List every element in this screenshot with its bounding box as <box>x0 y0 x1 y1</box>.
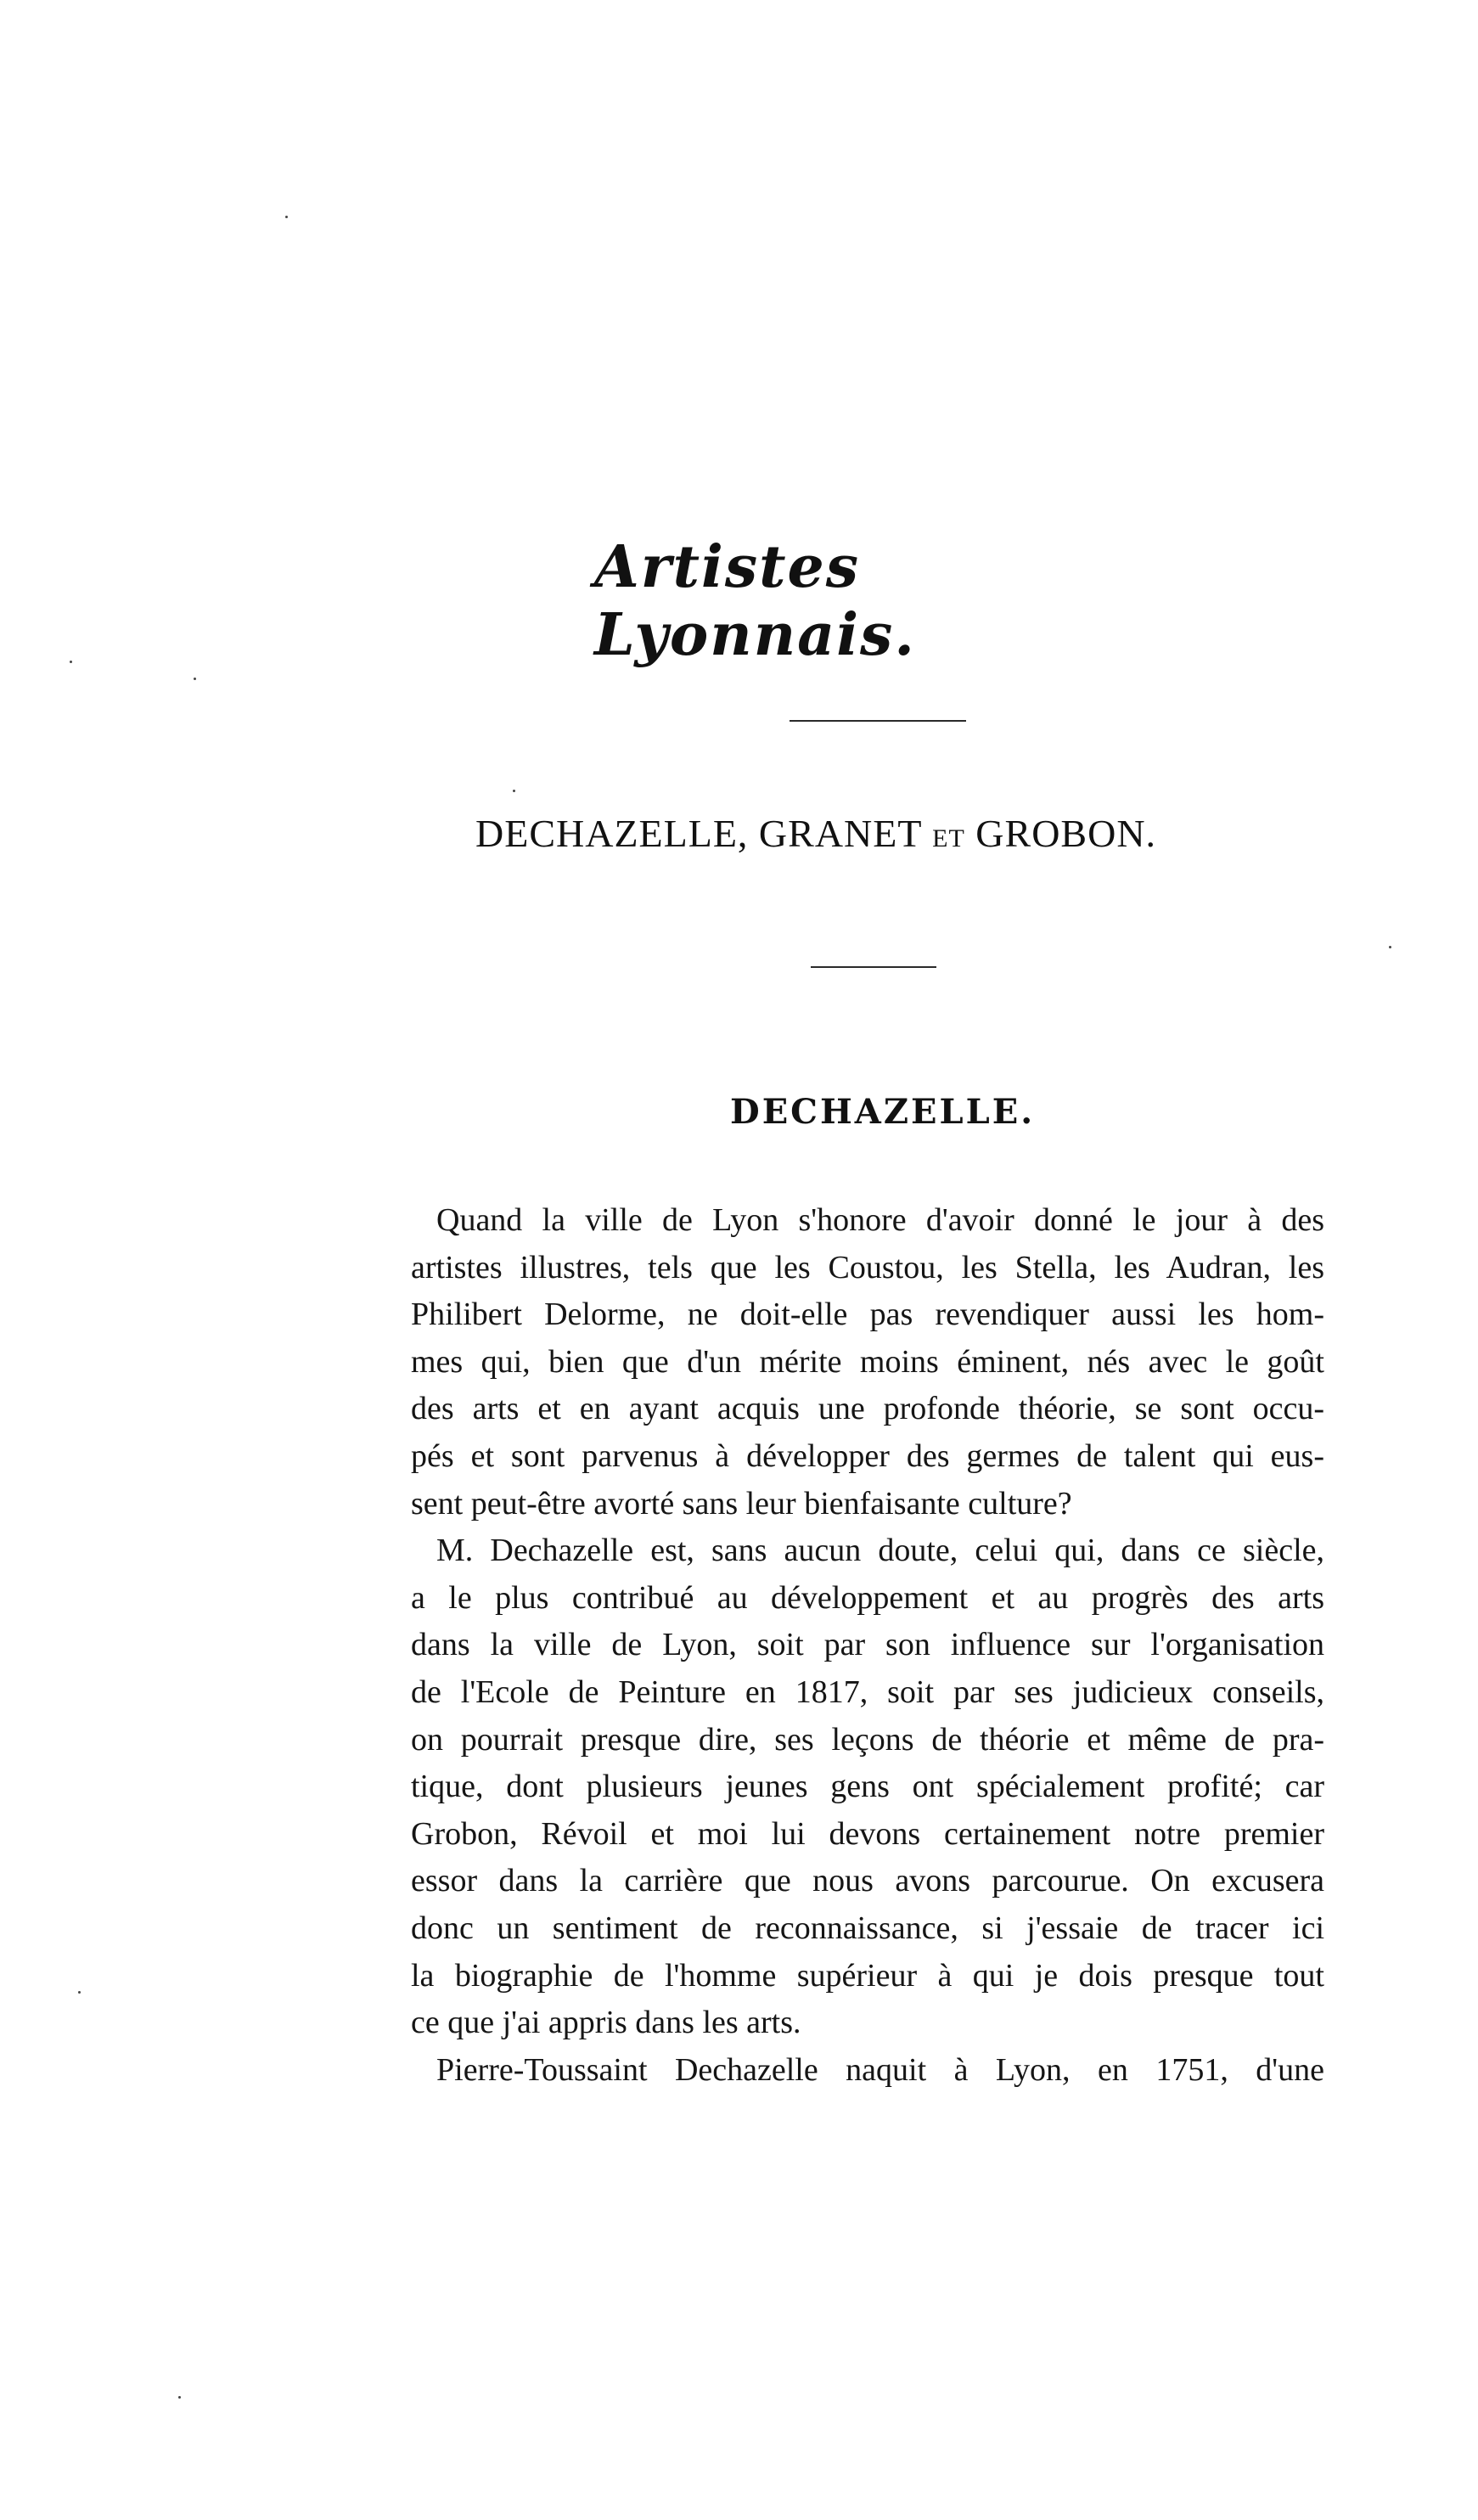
chapter-subtitle <box>475 811 1290 856</box>
subtitle-names-end: GROBON. <box>964 812 1157 855</box>
text-line: Grobon, Révoil et moi lui devons certainement notre premier <box>411 1815 1324 1852</box>
page-title: Artistes Lyonnais. <box>594 533 916 669</box>
text-line: M. Dechazelle est, sans aucun doute, celui qui, dans ce siècle, <box>436 1533 1324 1569</box>
subtitle-names: DECHAZELLE, GRANET <box>475 812 933 855</box>
text-line: essor dans la carrière que nous avons parcourue. On excusera <box>411 1863 1324 1899</box>
paper-speck <box>78 1991 81 1994</box>
text-line: a le plus contribué au développement et au progrès des arts <box>411 1579 1324 1616</box>
text-line: donc un sentiment de reconnaissance, si j'essaie de tracer ici <box>411 1910 1324 1946</box>
subtitle-conjunction: ET <box>932 824 965 852</box>
text-line: des arts et en ayant acquis une profonde théorie, se sont occu- <box>411 1391 1324 1427</box>
paper-speck <box>70 661 72 663</box>
text-line: on pourrait presque dire, ses leçons de théorie et même de pra- <box>411 1721 1324 1758</box>
paper-speck <box>513 790 515 792</box>
section-heading: DECHAZELLE. <box>730 1092 1036 1132</box>
text-line: artistes illustres, tels que les Coustou, les Stella, les Audran, les <box>411 1249 1324 1285</box>
text-line: sent peut-être avorté sans leur bienfaisante culture? <box>411 1485 1072 1522</box>
body-paragraphs <box>411 1197 1324 2094</box>
subtitle-divider <box>811 966 936 968</box>
text-line: dans la ville de Lyon, soit par son influence sur l'organisation <box>411 1627 1324 1663</box>
paper-speck <box>1389 946 1391 948</box>
text-line: tique, dont plusieurs jeunes gens ont spécialement profité; car <box>411 1769 1324 1805</box>
text-line: mes qui, bien que d'un mérite moins éminent, nés avec le goût <box>411 1343 1324 1380</box>
paper-speck <box>194 678 196 680</box>
paper-speck <box>178 2396 181 2399</box>
text-line: de l'Ecole de Peinture en 1817, soit par ses judicieux conseils, <box>411 1673 1324 1710</box>
text-line: la biographie de l'homme supérieur à qui je dois presque tout <box>411 1957 1324 1994</box>
text-line: pés et sont parvenus à développer des germes de talent qui eus- <box>411 1437 1324 1474</box>
paper-speck <box>285 216 288 218</box>
text-line: Philibert Delorme, ne doit-elle pas revendiquer aussi les hom- <box>411 1297 1324 1333</box>
text-line: Pierre-Toussaint Dechazelle naquit à Lyon, en 1751, d'une <box>436 2051 1324 2088</box>
text-line: Quand la ville de Lyon s'honore d'avoir donné le jour à des <box>436 1202 1324 1238</box>
title-divider <box>790 720 966 722</box>
text-line: ce que j'ai appris dans les arts. <box>411 2005 801 2041</box>
